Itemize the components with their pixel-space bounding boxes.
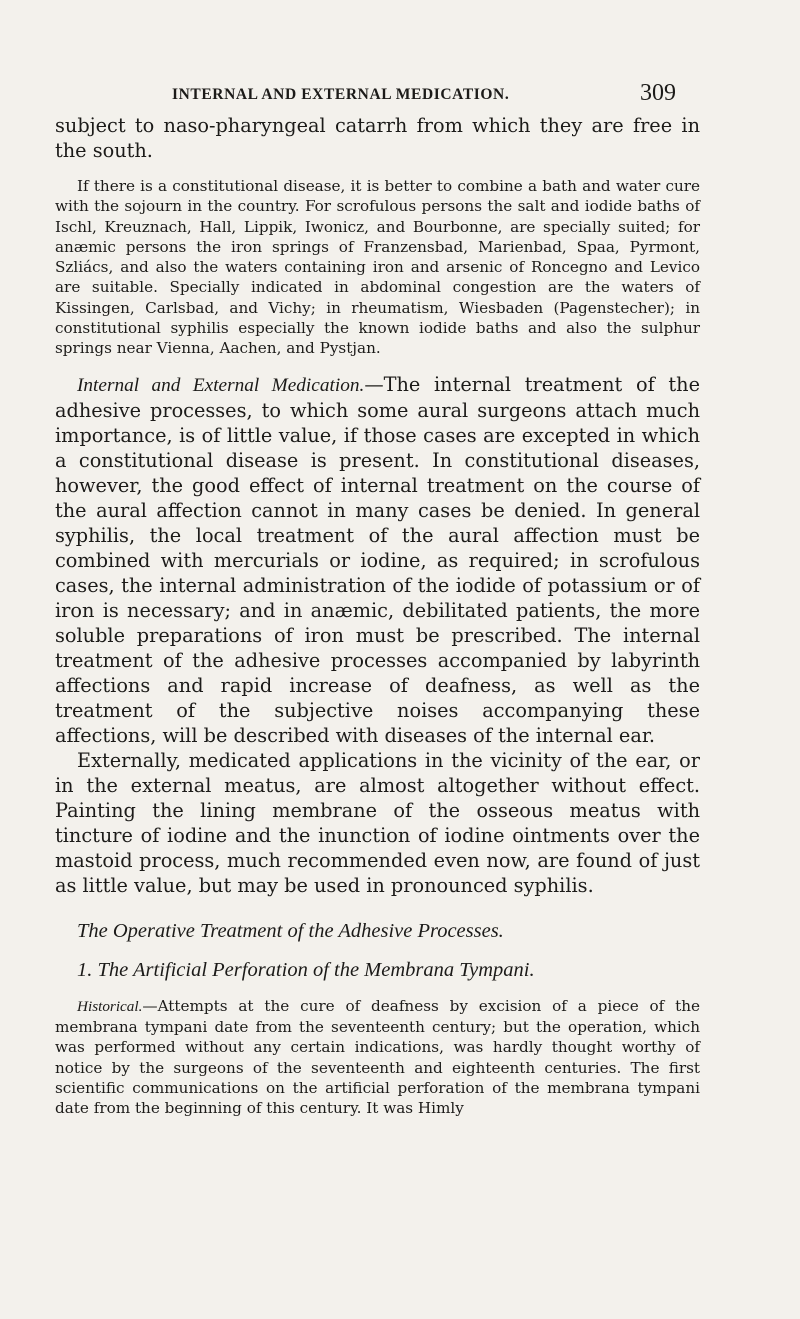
runin-heading-historical: Historical. (77, 997, 143, 1015)
paragraph-internal-medication (55, 372, 700, 748)
page-body (55, 113, 700, 1118)
page-number: 309 (640, 80, 676, 106)
paragraph-internal-medication-text: —The internal treatment of the adhesive processes, to which some aural surgeons attach much importance, is of little value, if those cases are excepted in which a constitutional disease is present. In constitutional diseases, however, the good effect of internal treatment on the course of the aural affection cannot in many cases be denied. In general syphilis, the local treatment of the aural affection must be combined with mercurials or iodine, as required; in scrofulous cases, the internal administration of the iodide of potassium or of iron is necessary; and in anæmic, debilitated patients, the more soluble preparations of iron must be prescribed. The internal treatment of the adhesive processes accompanied by labyrinth affections and rapid increase of deafness, as well as the treatment of the subjective noises accompanying these affections, will be described with diseases of the internal ear. (55, 372, 701, 747)
paragraph-spa-recommendations: If there is a constitutional disease, it is better to combine a bath and water cure with the sojourn in the country. For scrofulous persons the salt and iodide baths of Ischl, Kreuznach, Hall, Lippik, Iwonicz, and Bourbonne, are specially suited; for anæmic persons the iron springs of Franzensbad, Marienbad, Spaa, Pyrmont, Szliács, and also the waters containing iron and arsenic of Roncegno and Levico are suitable. Specially indicated in abdominal congestion are the waters of Kissingen, Carlsbad, and Vichy; in rheumatism, Wiesbaden (Pagenstecher); in constitutional syphilis especially the known iodide baths and also the sulphur springs near Vienna, Aachen, and Pystjan. (55, 177, 700, 358)
paragraph-historical (55, 996, 700, 1119)
paragraph-historical-text: —Attempts at the cure of deafness by excision of a piece of the membrana tympani date from the seventeenth century; but the operation, which was performed without any certain indications, was hardly thought worthy of notice by the surgeons of the seventeenth and eighteenth centuries. The first scientific communications on the artificial perforation of the membrana tympani date from the beginning of this century. It was Himly (55, 996, 700, 1118)
paragraph-external-medication: Externally, medicated applications in the vicinity of the ear, or in the external meatus, are almost altogether without effect. Painting the lining membrane of the osseous meatus with tincture of iodine and the inunction of iodine ointments over the mastoid process, much recommended even now, are found of just as little value, but may be used in pronounced syphilis. (55, 748, 700, 897)
page-header (0, 80, 700, 110)
subsection-heading-artificial-perforation: 1. The Artificial Perforation of the Membrana Tympani. (77, 958, 535, 981)
paragraph-continuation: subject to naso-pharyngeal catarrh from which they are free in the south. (55, 114, 700, 162)
running-head: INTERNAL AND EXTERNAL MEDICATION. (172, 86, 510, 103)
section-heading-operative-treatment: The Operative Treatment of the Adhesive Processes. (77, 919, 504, 942)
runin-heading-internal-external: Internal and External Medication. (77, 374, 365, 396)
